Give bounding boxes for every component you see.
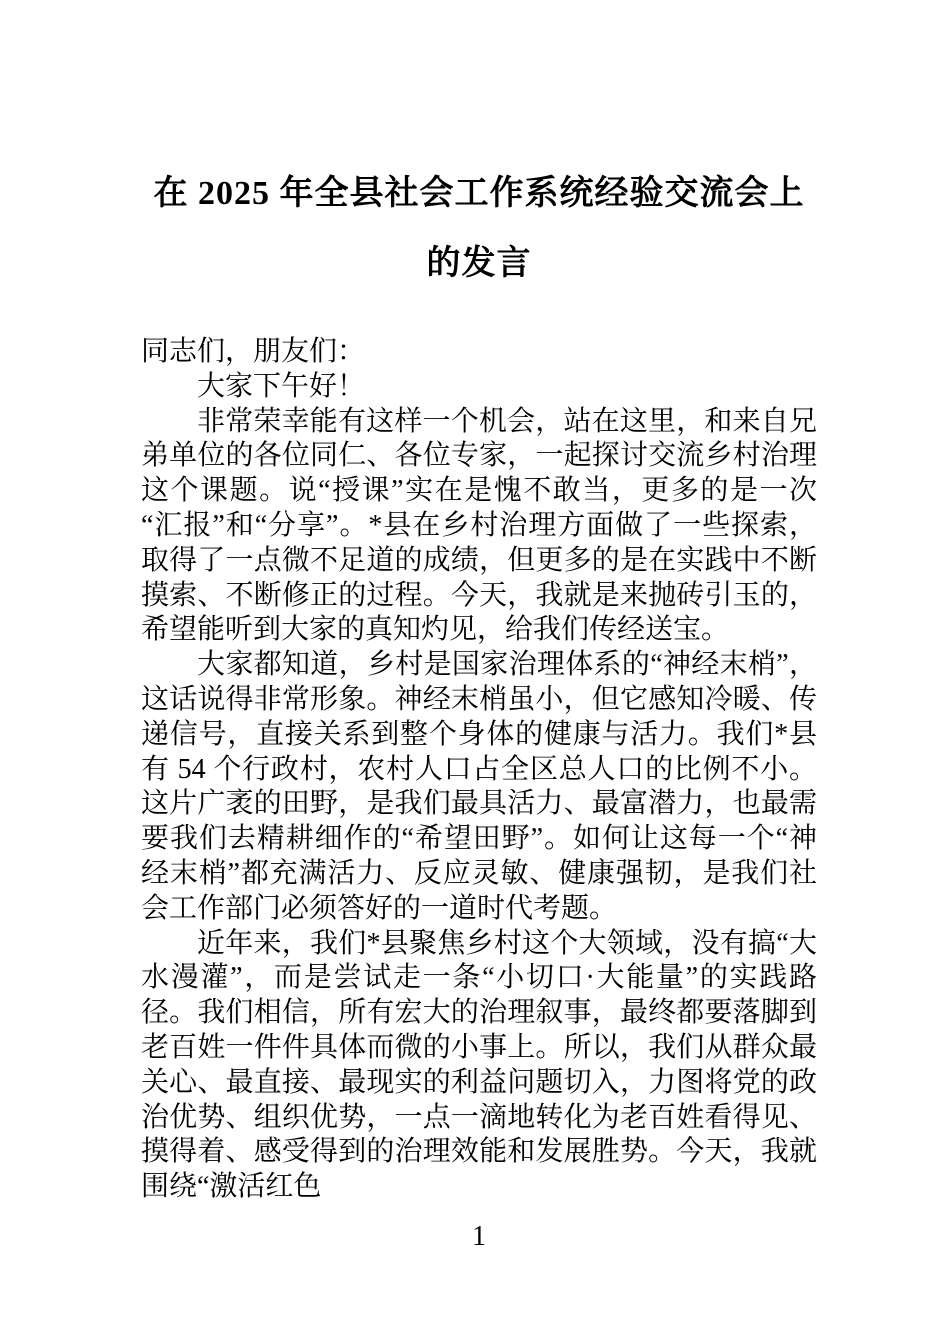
paragraph-nerve-endings: 大家都知道，乡村是国家治理体系的“神经末梢”，这话说得非常形象。神经末梢虽小，但它感知冷暖、传递信号，直接关系到整个身体的健康与活力。我们*县有 54 个行政村，农村人口占全区总人口的比例不小。这片广袤的田野，是我们最具活力、最富潜力，也最需要我们去精耕细作的“希望田野”。如何让这每一个“神经末梢”都充满活力、反应灵敏、健康强韧，是我们社会工作部门必须答好的一道时代考题。 [141, 649, 817, 924]
page-number: 1 [472, 1220, 486, 1252]
salutation-line: 同志们，朋友们： [141, 336, 366, 367]
paragraph-recent-years: 近年来，我们*县聚焦乡村这个大领域，没有搞“大水漫灌”，而是尝试走一条“小切口·大能量”的实践路径。我们相信，所有宏大的治理叙事，最终都要落脚到老百姓一件件具体而微的小事上。所以，我们从群众最关心、最直接、最现实的利益问题切入，力图将党的政治优势、组织优势，一点一滴地转化为老百姓看得见、摸得着、感受得到的治理效能和发展胜势。今天，我就围绕“激活红色 [141, 927, 817, 1203]
speech-body [141, 335, 817, 1205]
document-title [141, 159, 817, 299]
title-line-2: 的发言 [426, 245, 532, 282]
greeting-line: 大家下午好！ [197, 370, 366, 402]
title-line-1: 在 2025 年全县社会工作系统经验交流会上 [153, 175, 805, 212]
paragraph-intro: 非常荣幸能有这样一个机会，站在这里，和来自兄弟单位的各位同仁、各位专家，一起探讨交流乡村治理这个课题。说“授课”实在是愧不敢当，更多的是一次“汇报”和“分享”。*县在乡村治理方面做了一些探索，取得了一点微不足道的成绩，但更多的是在实践中不断摸索、不断修正的过程。今天，我就是来抛砖引玉的，希望能听到大家的真知灼见，给我们传经送宝。 [141, 405, 817, 646]
document-content [0, 159, 950, 1253]
